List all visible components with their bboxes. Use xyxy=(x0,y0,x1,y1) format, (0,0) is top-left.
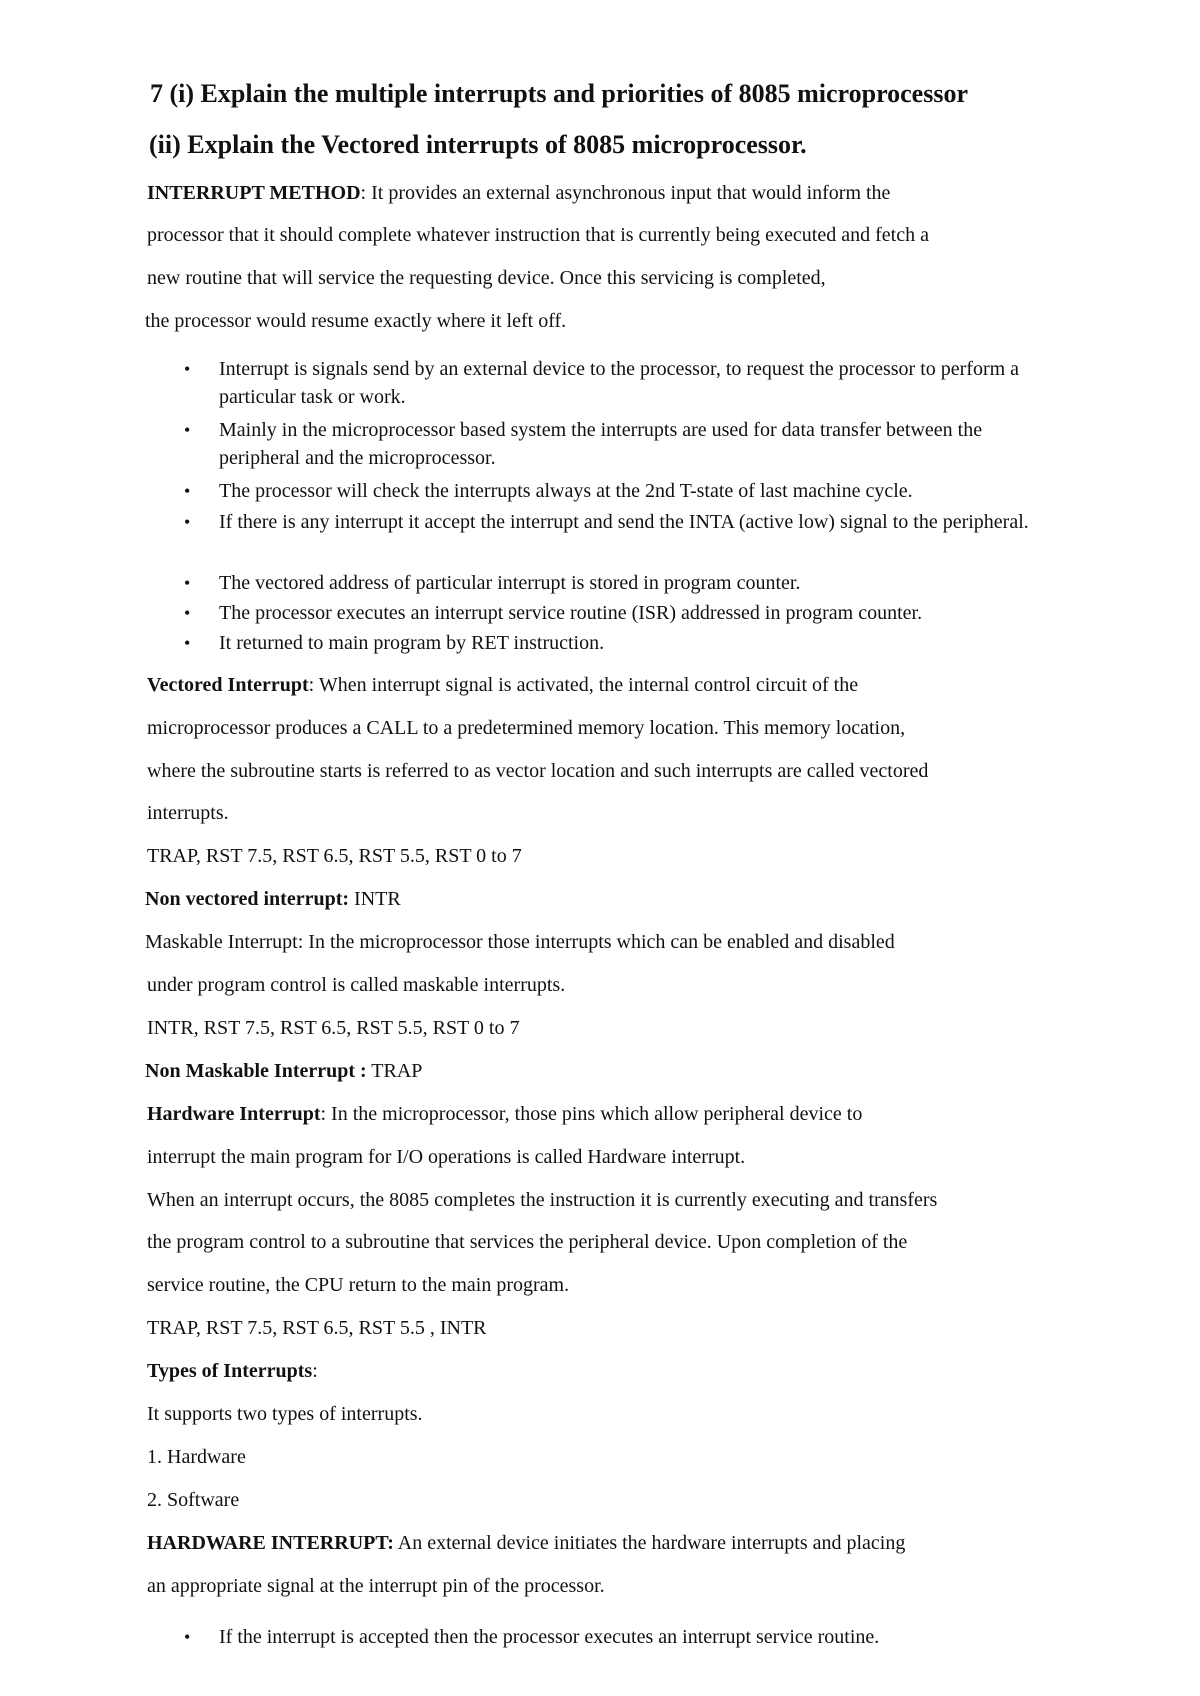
list-item: If there is any interrupt it accept the interrupt and send the INTA (active low) signal to the peripheral. xyxy=(219,511,1029,533)
bullet-icon: • xyxy=(184,603,191,623)
hardware-interrupt-caps-line-1 xyxy=(147,1530,905,1556)
maskable-interrupt-line-2: under program control is called maskable interrupts. xyxy=(147,974,566,996)
non-maskable-interrupt-value: TRAP xyxy=(366,1060,423,1082)
non-vectored-interrupt-label: Non vectored interrupt: xyxy=(145,888,350,910)
types-of-interrupts-label: Types of Interrupts xyxy=(147,1360,313,1382)
interrupt-method-paragraph-line-2: processor that it should complete whatever instruction that is currently being executed and fetch a xyxy=(147,224,929,246)
bullet-icon: • xyxy=(184,481,191,501)
heading-question-part-2: (ii) Explain the Vectored interrupts of 8085 microprocessor. xyxy=(149,130,807,159)
maskable-interrupt-line-1: Maskable Interrupt: In the microprocessor those interrupts which can be enabled and disabled xyxy=(145,931,895,953)
hardware-interrupt-text: : In the microprocessor, those pins which allow peripheral device to xyxy=(320,1103,863,1125)
maskable-interrupt-list: INTR, RST 7.5, RST 6.5, RST 5.5, RST 0 to 7 xyxy=(147,1017,520,1039)
list-item: It returned to main program by RET instruction. xyxy=(219,632,605,654)
bullet-icon: • xyxy=(184,633,191,653)
hardware-interrupt-caps-label: HARDWARE INTERRUPT: xyxy=(147,1532,394,1554)
hardware-interrupt-caps-line-2: an appropriate signal at the interrupt pin of the processor. xyxy=(147,1575,605,1597)
vectored-interrupt-line-3: where the subroutine starts is referred to as vector location and such interrupts are called vectored xyxy=(147,760,929,782)
vectored-interrupt-line-4: interrupts. xyxy=(147,802,229,824)
vectored-interrupt-line-1 xyxy=(147,672,858,698)
types-list-item-software: 2. Software xyxy=(147,1489,240,1511)
vectored-interrupt-label: Vectored Interrupt xyxy=(147,674,309,696)
list-item: The processor will check the interrupts always at the 2nd T-state of last machine cycle. xyxy=(219,480,913,502)
list-item: The vectored address of particular interrupt is stored in program counter. xyxy=(219,572,801,594)
bullet-icon: • xyxy=(184,359,191,379)
vectored-interrupt-list: TRAP, RST 7.5, RST 6.5, RST 5.5, RST 0 to 7 xyxy=(147,845,522,867)
bullet-icon: • xyxy=(184,420,191,440)
types-list-item-hardware: 1. Hardware xyxy=(147,1446,246,1468)
list-item: Mainly in the microprocessor based system the interrupts are used for data transfer between the peripheral and the microprocessor. xyxy=(219,419,983,469)
hardware-interrupt-line-5: service routine, the CPU return to the main program. xyxy=(147,1274,570,1296)
vectored-interrupt-line-2: microprocessor produces a CALL to a predetermined memory location. This memory location, xyxy=(147,717,906,739)
interrupt-method-paragraph-line-3: new routine that will service the requesting device. Once this servicing is completed, xyxy=(147,267,826,289)
list-item: The processor executes an interrupt service routine (ISR) addressed in program counter. xyxy=(219,602,923,624)
heading-question-part-1: 7 (i) Explain the multiple interrupts and priorities of 8085 microprocessor xyxy=(150,79,968,108)
bullet-icon: • xyxy=(184,512,191,532)
list-item: Interrupt is signals send by an external device to the processor, to request the processor to perform a particular task or work. xyxy=(219,358,1020,408)
hardware-interrupt-caps-text: An external device initiates the hardware interrupts and placing xyxy=(393,1532,906,1554)
bullet-icon: • xyxy=(184,573,191,593)
interrupt-method-paragraph-line-1 xyxy=(147,180,890,206)
interrupt-method-paragraph-line-4: the processor would resume exactly where it left off. xyxy=(145,310,567,332)
hardware-interrupt-line-2: interrupt the main program for I/O operations is called Hardware interrupt. xyxy=(147,1146,746,1168)
types-of-interrupts-colon: : xyxy=(312,1360,318,1382)
bullet-icon: • xyxy=(184,1627,191,1647)
types-of-interrupts-intro: It supports two types of interrupts. xyxy=(147,1403,423,1425)
hardware-interrupt-label: Hardware Interrupt xyxy=(147,1103,321,1125)
hardware-interrupt-list: TRAP, RST 7.5, RST 6.5, RST 5.5 , INTR xyxy=(147,1317,487,1339)
list-item: If the interrupt is accepted then the processor executes an interrupt service routine. xyxy=(219,1626,880,1648)
vectored-interrupt-text: : When interrupt signal is activated, the internal control circuit of the xyxy=(308,674,859,696)
interrupt-method-label: INTERRUPT METHOD xyxy=(147,182,361,204)
non-maskable-interrupt-line xyxy=(145,1058,422,1084)
interrupt-method-text: : It provides an external asynchronous input that would inform the xyxy=(360,182,891,204)
hardware-interrupt-line-1 xyxy=(147,1101,862,1127)
hardware-interrupt-line-4: the program control to a subroutine that services the peripheral device. Upon completion of the xyxy=(147,1231,908,1253)
non-maskable-interrupt-label: Non Maskable Interrupt : xyxy=(145,1060,367,1082)
non-vectored-interrupt-value: INTR xyxy=(349,888,401,910)
types-of-interrupts-heading xyxy=(147,1358,318,1384)
hardware-interrupt-line-3: When an interrupt occurs, the 8085 completes the instruction it is currently executing and transfers xyxy=(147,1189,938,1211)
non-vectored-interrupt-line xyxy=(145,886,401,912)
